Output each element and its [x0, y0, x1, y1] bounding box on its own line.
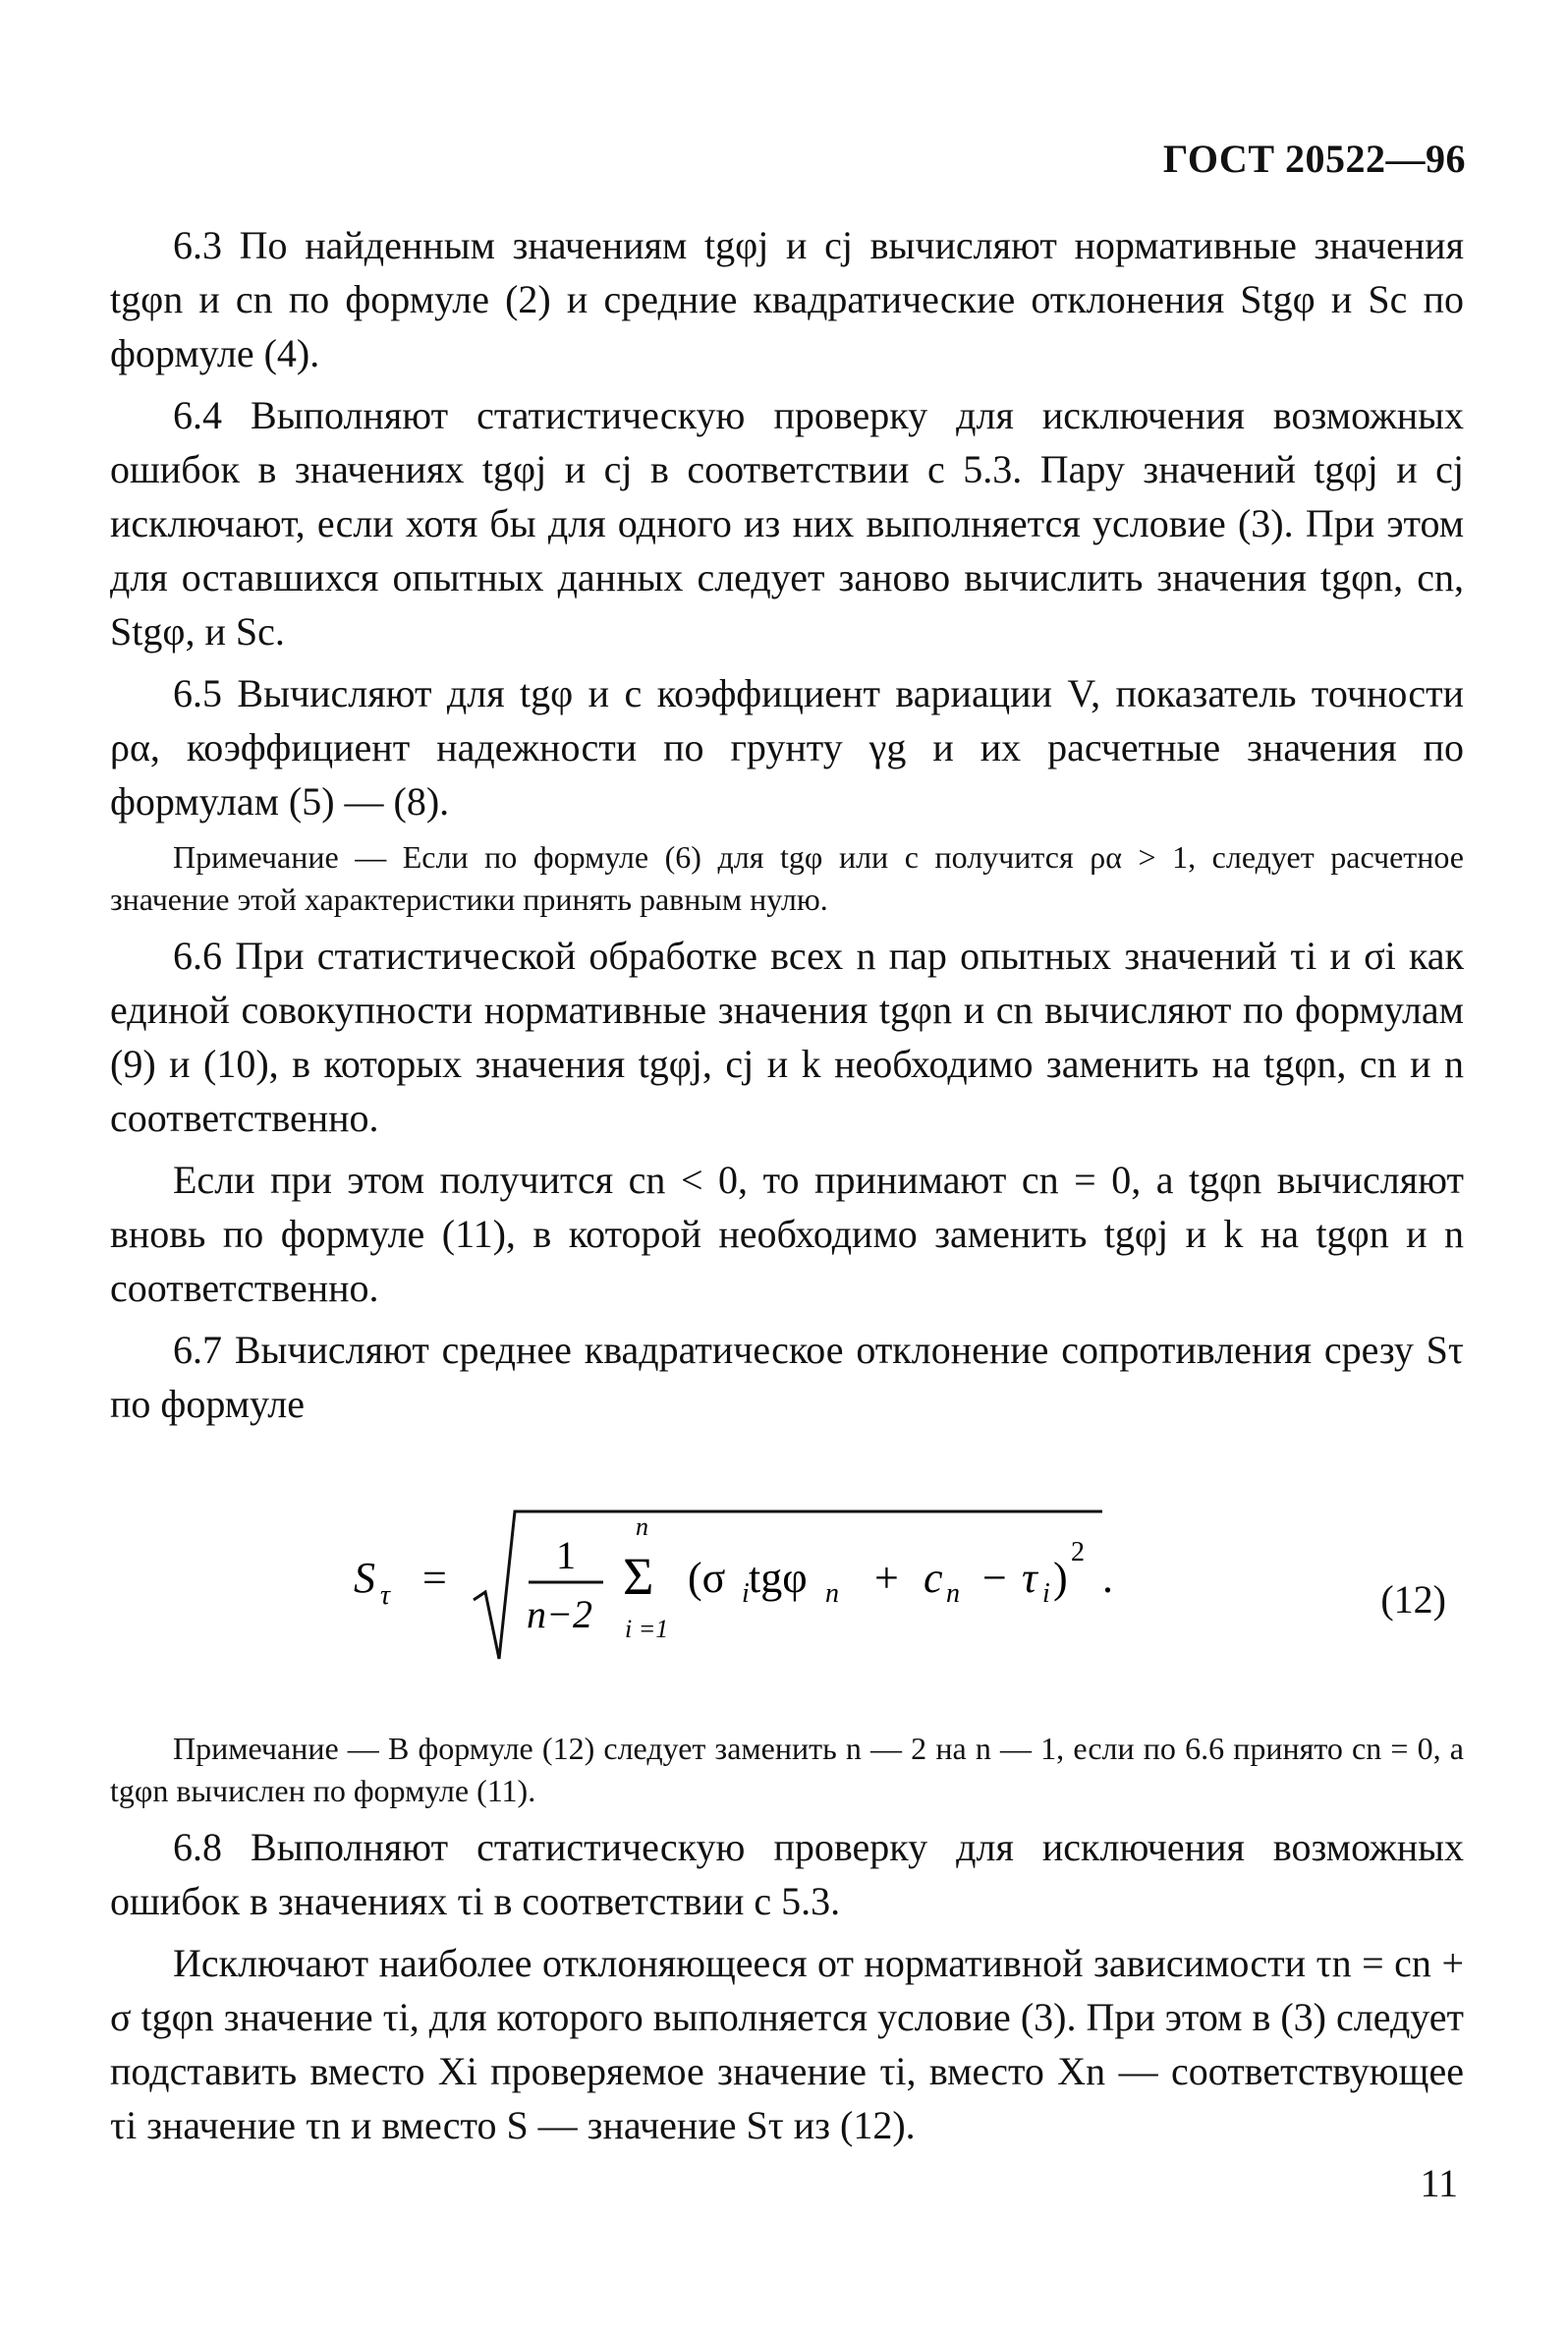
formula-12	[354, 1490, 1120, 1667]
sum-upper-limit: n	[636, 1512, 648, 1541]
paragraph-6-3: 6.3 По найденным значениям tgφj и cj вычисляют нормативные значения tgφn и cn по формуле (2) и средние квадратические отклонения Stgφ и Sc по формуле (4).	[110, 223, 1464, 375]
paragraph-6-6: 6.6 При статистической обработке всех n пар опытных значений τi и σi как единой совокупности нормативные значения tgφn и cn вычисляют по формулам (9) и (10), в которых значения tgφj, cj и k необходимо заменить на tgφn, cn и n соответственно.	[110, 934, 1464, 1140]
formula-equals: =	[422, 1554, 447, 1602]
document-body	[110, 218, 1464, 2152]
fraction-numerator: 1	[556, 1533, 576, 1577]
paragraph-6-6-continued: Если при этом получится cn < 0, то принимают cn = 0, а tgφn вычисляют вновь по формуле (11), в которой необходимо заменить tgφj и k на tgφn и n соответственно.	[110, 1158, 1464, 1310]
equation-number: (12)	[1380, 1577, 1446, 1622]
formula-lhs-sub: τ	[380, 1580, 391, 1611]
formula-tau-sub: i	[1042, 1578, 1050, 1609]
paragraph-6-8: 6.8 Выполняют статистическую проверку для исключения возможных ошибок в значениях τi в соответствии с 5.3.	[110, 1825, 1464, 1923]
fraction-denominator: n−2	[527, 1592, 592, 1636]
formula-tgphi: tgφ	[749, 1554, 808, 1602]
note-2: Примечание — В формуле (12) следует заменить n — 2 на n — 1, если по 6.6 принято cn = 0, а tgφn вычислен по формуле (11).	[110, 1731, 1464, 1808]
formula-tau: τ	[1022, 1554, 1037, 1602]
formula-power: 2	[1071, 1537, 1085, 1567]
formula-period: .	[1102, 1554, 1113, 1602]
formula-plus: +	[874, 1554, 899, 1602]
formula-lhs: S	[354, 1554, 375, 1602]
formula-close: )	[1053, 1554, 1068, 1602]
sum-lower-limit: i =1	[625, 1615, 669, 1643]
paragraph-6-7: 6.7 Вычисляют среднее квадратическое отклонение сопротивления срезу Sτ по формуле	[110, 1328, 1464, 1426]
note-1: Примечание — Если по формуле (6) для tgφ или c получится ρα > 1, следует расчетное значение этой характеристики принять равным нулю.	[110, 839, 1464, 917]
formula-12-block	[110, 1482, 1464, 1679]
formula-open-sigma: (σ	[688, 1554, 726, 1602]
paragraph-6-4: 6.4 Выполняют статистическую проверку для исключения возможных ошибок в значениях tgφj и cj в соответствии с 5.3. Пару значений tgφj и cj исключают, если хотя бы для одного из них выполняется условие (3). При этом для оставшихся опытных данных следует заново вычислить значения tgφn, cn, Stgφ, и Sc.	[110, 393, 1464, 654]
formula-sigma-sub: i	[742, 1578, 750, 1609]
paragraph-6-5: 6.5 Вычисляют для tgφ и c коэффициент вариации V, показатель точности ρα, коэффициент надежности по грунту γg и их расчетные значения по формулам (5) — (8).	[110, 671, 1464, 824]
formula-tgphi-sub: n	[825, 1578, 839, 1609]
document-header: ГОСТ 20522—96	[1162, 137, 1466, 181]
formula-c: c	[924, 1554, 943, 1602]
page-number: 11	[1420, 2161, 1458, 2205]
formula-c-sub: n	[946, 1578, 960, 1609]
sum-symbol: Σ	[623, 1547, 654, 1606]
formula-minus: −	[982, 1554, 1007, 1602]
paragraph-6-8-continued: Исключают наиболее отклоняющееся от нормативной зависимости τn = cn + σ tgφn значение τi, для которого выполняется условие (3). При этом в (3) следует подставить вместо Xi проверяемое значение τi, вместо Xn — соответствующее τi значение τn и вместо S — значение Sτ из (12).	[110, 1941, 1464, 2147]
